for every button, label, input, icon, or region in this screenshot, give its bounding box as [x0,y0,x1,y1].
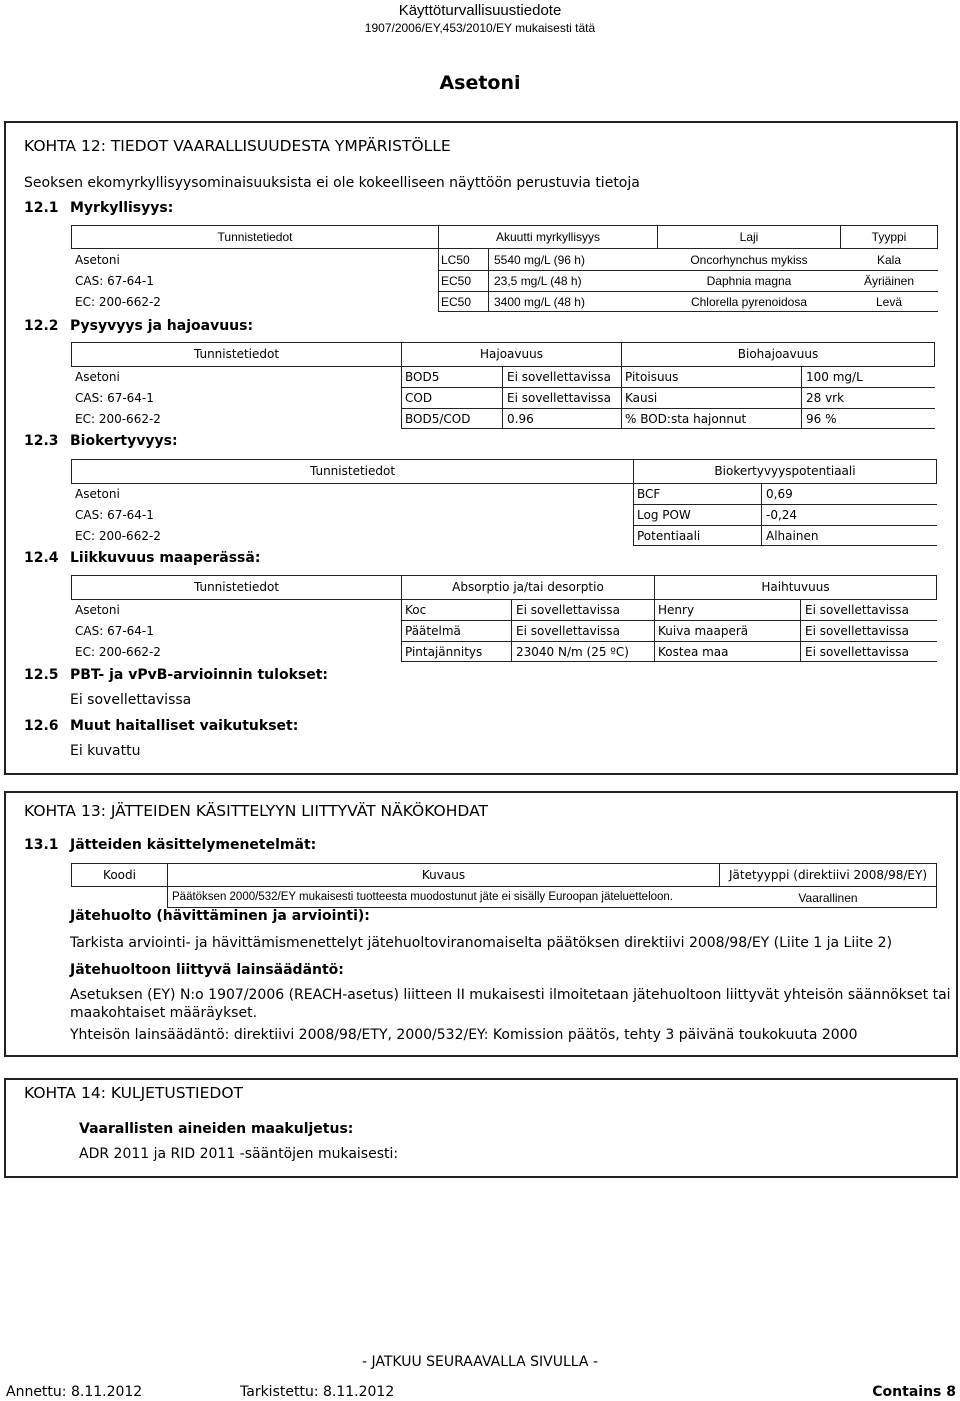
species: Chlorella pyrenoidosa [690,295,808,309]
product-name: Asetoni [439,72,521,94]
parameter: Pintajännitys [405,645,483,659]
test-type: EC50 [441,274,472,288]
value: 28 vrk [806,391,845,405]
parameter: Päätelmä [405,624,461,638]
divider [401,408,935,409]
other-effects-title: Muut haitalliset vaikutukset: [70,718,299,734]
waste-type: Vaarallinen [798,891,858,905]
parameter: Pitoisuus [625,370,679,384]
value: Ei sovellettavissa [805,603,909,617]
table-header: Tunnistetiedot [71,459,634,484]
divider [401,366,402,429]
degradability: Ei sovellettavissa [507,391,611,405]
test-type: LC50 [441,253,470,267]
species: Daphnia magna [706,274,792,288]
divider [633,525,937,526]
waste-law-text: Asetuksen (EY) N:o 1907/2006 (REACH-asetus) liitteen II mukaisesti ilmoitetaan jätehuoltoon liittyvät yhteisön säännökset tai [70,987,951,1003]
divider [654,599,655,662]
table-header: Tunnistetiedot [71,225,439,249]
waste-description: Päätöksen 2000/532/EY mukaisesti tuotteesta muodostunut jäte ei sisälly Euroopan jäteluetteloon. [172,891,674,903]
divider [401,641,937,642]
divider [438,311,938,312]
waste-law-title: Jätehuoltoon liittyvä lainsäädäntö: [70,962,344,978]
bioaccumulation-title: Biokertyvyys: [70,433,178,449]
test-value: 3400 mg/L (48 h) [494,295,585,309]
waste-methods-title: Jätteiden käsittelymenetelmät: [70,837,317,853]
table-header: Biohajoavuus [621,342,935,367]
parameter: BCF [637,487,661,501]
substance-name: Asetoni [75,603,120,617]
ec-number: EC: 200-662-2 [75,645,161,659]
cas-number: CAS: 67-64-1 [75,391,154,405]
divider [761,483,762,546]
method: COD [405,391,433,405]
table-header: Laji [657,225,841,249]
transport-text: ADR 2011 ja RID 2011 -sääntöjen mukaisesti: [79,1146,399,1162]
species: Oncorhynchus mykiss [690,253,808,267]
waste-handling-title: Jätehuolto (hävittäminen ja arviointi): [70,908,370,924]
subsection-number: 12.3 [24,433,59,449]
table-header: Tunnistetiedot [71,342,402,367]
cas-number: CAS: 67-64-1 [75,624,154,638]
pbt-result: Ei sovellettavissa [70,692,192,708]
subsection-number: 12.1 [24,200,59,216]
subsection-number: 12.4 [24,550,59,566]
section-13-title: KOHTA 13: JÄTTEIDEN KÄSITTELYYN LIITTYVÄT NÄKÖKOHDAT [24,802,488,820]
divider [438,249,439,312]
substance-name: Asetoni [75,253,120,267]
review-date: Tarkistettu: 8.11.2012 [240,1384,395,1400]
section-14-title: KOHTA 14: KULJETUSTIEDOT [24,1084,244,1102]
table-header: Koodi [71,863,168,887]
value: Ei sovellettavissa [805,645,909,659]
persistence-title: Pysyvyys ja hajoavuus: [70,318,254,334]
page-count: Contains 8 [872,1384,956,1400]
divider [401,428,935,429]
method: BOD5/COD [405,412,471,426]
table-header: Jätetyyppi (direktiivi 2008/98/EY) [719,863,937,887]
divider [438,270,938,271]
parameter: % BOD:sta hajonnut [625,412,747,426]
divider [401,620,937,621]
ec-number: EC: 200-662-2 [75,295,161,309]
test-value: 23,5 mg/L (48 h) [494,274,582,288]
parameter: Kausi [625,391,658,405]
divider [800,599,801,662]
parameter: Koc [405,603,427,617]
degradability: Ei sovellettavissa [507,370,611,384]
regulation-reference: 1907/2006/EY,453/2010/EY mukaisesti tätä [364,21,596,35]
divider [633,504,937,505]
value: Ei sovellettavissa [516,624,620,638]
other-effects-text: Ei kuvattu [70,743,141,759]
divider [633,545,937,546]
table-header: Absorptio ja/tai desorptio [401,575,655,600]
divider [167,886,168,908]
method: BOD5 [405,370,440,384]
divider [511,599,512,662]
divider [488,249,489,312]
divider [401,599,402,662]
degradability: 0.96 [507,412,534,426]
divider [621,366,622,429]
table-header: Haihtuvuus [654,575,937,600]
substance-name: Asetoni [75,487,120,501]
value: Alhainen [766,529,819,543]
divider [801,366,802,429]
table-header: Tyyppi [840,225,938,249]
value: Ei sovellettavissa [805,624,909,638]
section-12-intro: Seoksen ekomyrkyllisyysominaisuuksista ei ole kokeelliseen näyttöön perustuvia tietoja [24,175,640,191]
mobility-title: Liikkuvuus maaperässä: [70,550,261,566]
organism-type: Kala [876,253,902,267]
table-header: Kuvaus [167,863,720,887]
cas-number: CAS: 67-64-1 [75,508,154,522]
document-title: Käyttöturvallisuustiedote [398,2,562,19]
parameter: Kostea maa [658,645,729,659]
subsection-number: 12.2 [24,318,59,334]
divider [438,291,938,292]
test-value: 5540 mg/L (96 h) [494,253,585,267]
transport-title: Vaarallisten aineiden maakuljetus: [79,1121,354,1137]
value: 23040 N/m (25 ºC) [516,645,629,659]
subsection-number: 12.5 [24,667,59,683]
value: -0,24 [766,508,798,522]
continue-notice: - JATKUU SEURAAVALLA SIVULLA - [361,1354,598,1370]
ec-number: EC: 200-662-2 [75,412,161,426]
community-law-text: Yhteisön lainsäädäntö: direktiivi 2008/98/ETY, 2000/532/EY: Komission päätös, tehty 3 päivänä toukokuuta 2000 [70,1027,858,1043]
substance-name: Asetoni [75,370,120,384]
section-12-title: KOHTA 12: TIEDOT VAARALLISUUDESTA YMPÄRISTÖLLE [24,137,451,155]
issue-date: Annettu: 8.11.2012 [6,1384,143,1400]
table-header: Tunnistetiedot [71,575,402,600]
parameter: Potentiaali [637,529,701,543]
table-header: Biokertyvyyspotentiaali [633,459,937,484]
parameter: Kuiva maaperä [658,624,749,638]
table-header: Hajoavuus [401,342,622,367]
table-header: Akuutti myrkyllisyys [438,225,658,249]
subsection-number: 13.1 [24,837,59,853]
divider [633,483,634,546]
parameter: Log POW [637,508,691,522]
subsection-number: 12.6 [24,718,59,734]
value: Ei sovellettavissa [516,603,620,617]
waste-handling-text: Tarkista arviointi- ja hävittämismenettelyt jätehuoltoviranomaiselta päätöksen direktiivi 2008/98/EY (Liite 1 ja Liite 2) [70,935,893,951]
parameter: Henry [658,603,695,617]
test-type: EC50 [441,295,472,309]
cas-number: CAS: 67-64-1 [75,274,154,288]
organism-type: Äyriäinen [863,274,915,288]
ec-number: EC: 200-662-2 [75,529,161,543]
value: 96 % [806,412,837,426]
divider [401,387,935,388]
value: 100 mg/L [806,370,863,384]
value: 0,69 [766,487,793,501]
divider [401,661,937,662]
toxicity-title: Myrkyllisyys: [70,200,174,216]
waste-law-text: maakohtaiset määräykset. [70,1005,258,1021]
pbt-title: PBT- ja vPvB-arvioinnin tulokset: [70,667,328,683]
divider [502,366,503,429]
organism-type: Levä [875,295,903,309]
